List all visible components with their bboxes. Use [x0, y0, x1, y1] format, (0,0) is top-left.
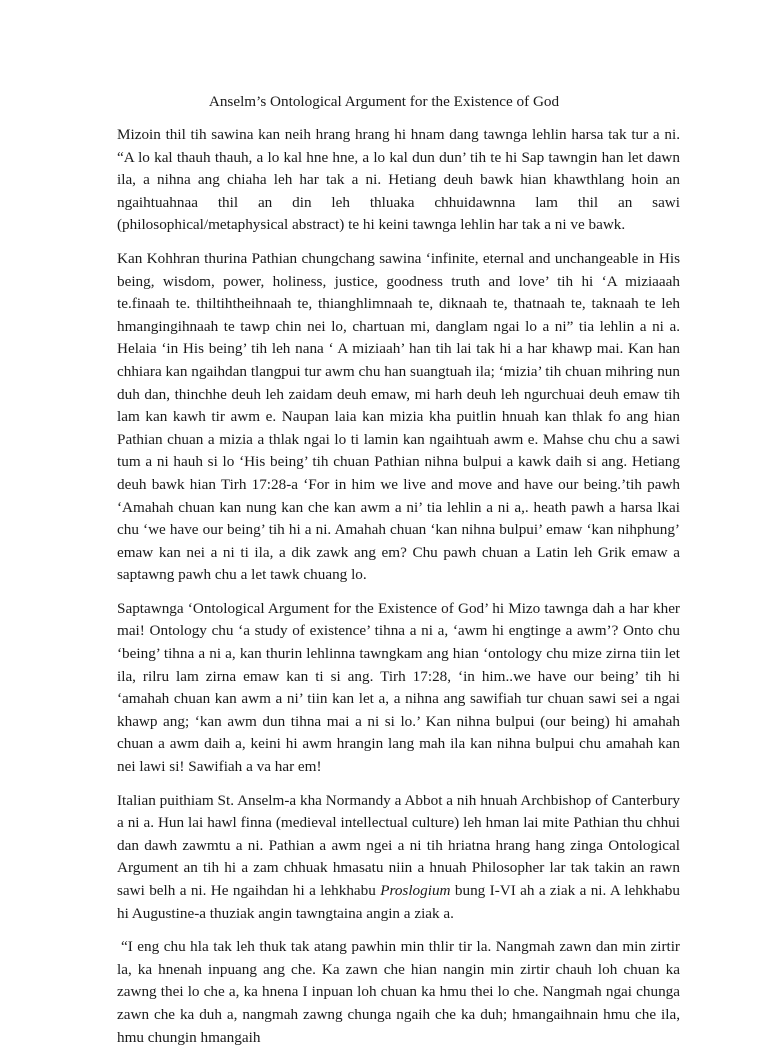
paragraph-4 — [117, 790, 680, 926]
paragraph-4-part-2: bung I-VI ah a ziak a ni. A lehkhabu hi Augustine-a thuziak angin tawngtaina angin a ziak a. — [117, 882, 680, 922]
paragraph-3: Saptawnga ‘Ontological Argument for the Existence of God’ hi Mizo tawnga dah a har kher mai! Ontology chu ‘a study of existence’ tihna a ni a, ‘awm hi engtinge a awm’? Onto chu ‘being’ tihna a ni a, kan thurin lehlinna tawngkam ang hian ‘ontology chu mize zirna tiin let ila, rilru lam zirna emaw kan ti si ang. Tirh 17:28, ‘in him..we have our being’ tih hi ‘amahah chuan kan awm a ni’ tiin kan let a, a nihna ang sawifiah tur chuan sawi sei a ngai khawp ang; ‘kan awm dun tihna mai a ni si lo.’ Kan nihna bulpui (our being) hi amahah chuan a awm daih a, keini hi awm hrangin lang mah ila kan nihna bulpui chu amahah kan nei lawi si! Sawifiah a va har em! — [117, 599, 680, 776]
document-body — [117, 124, 680, 1060]
paragraph-5: “I eng chu hla tak leh thuk tak atang pawhin min thlir tir la. Nangmah zawn dan min zirtir la, ka hnenah inpuang ang che. Ka zawn che hian nangin min zirtir chauh loh chuan ka zawng thei lo che a, ka hnena I inpuan loh chuan ka hmu thei lo che. Nangmah ngai chunga zawn che ka duh a, nangmah zawng chunga ngaih che ka duh; hmangaihnain hmu che ila, hmu chungin hmangaih — [117, 938, 680, 1046]
paragraph-1: Mizoin thil tih sawina kan neih hrang hrang hi hnam dang tawnga lehlin harsa tak tur a ni. “A lo kal thauh thauh, a lo kal hne hne, a lo kal dun dun’ tih te hi Sap tawngin han let dawn ila, a nihna ang chiaha leh har tak a ni. Hetiang deuh bawk hian khawthlang hoin an ngaihtuahnaa thil an din leh thluaka chhuidawnna lam thil an sawi (philosophical/metaphysical abstract) te hi keini tawnga lehlin har tak a ni ve bawk. — [117, 126, 680, 234]
paragraph-2: Kan Kohhran thurina Pathian chungchang sawina ‘infinite, eternal and unchangeable in His being, wisdom, power, holiness, justice, goodness truth and love’ tih hi ‘A miziaaah te.finaah te. thiltihtheihnaah te, thianghlimnaah te, diknaah te, thatnaah te, taknaah te leh hmangingihnaah te tawp chin nei lo, chartuan mi, danglam ngai lo a ni” tia lehlin a ni a. Helaia ‘in His being’ tih leh nana ‘ A miziaah’ han tih lai tak hi a har khawp mai. Kan han chhiara kan ngaihdan tlangpui tur awm chu han suangtuah ila; ‘mizia’ tih chuan mihring nun duh dan, thinchhe deuh leh zaidam deuh emaw, mi harh deuh leh ngurchuai deuh emaw tih lam kan kawh tir awm e. Naupan laia kan mizia kha puitlin hnuah kan thlak fo ang hian Pathian chuan a mizia a thlak ngai lo ti lamin kan ngaihtuah awm e. Mahse chu chu a sawi tum a ni hauh si lo ‘His being’ tih chuan Pathian nihna bulpui a kawk daih si ang. Hetiang deuh bawk hian Tirh 17:28-a ‘For in him we live and move and have our being.’tih pawh ‘Amahah chuan kan nung kan che kan awm a ni’ tia lehlin a ni a,. heath pawh a harsa lkai chu ‘we have our being’ tih hi a ni. Amahah chuan ‘kan nihna bulpui’ emaw ‘kan nihphung’ emaw kan nei a ni ti ila, a dik zawk ang em? Chu pawh chuan a Latin leh Grik emaw a saptawng pawh chu a let tawk chuang lo. — [117, 249, 680, 584]
document-title: Anselm’s Ontological Argument for the Existence of God — [208, 93, 560, 110]
paragraph-4-part-1: Italian puithiam St. Anselm-a kha Normandy a Abbot a nih hnuah Archbishop of Canterbury a ni a. Hun lai hawl finna (medieval intellectual culture) leh hman lai mite Pathian thu chhui dan dawh zawmtu a ni. Pathian a awm ngei a ni tih hriatna hrang hang zinga Ontological Argument an tih hi a zam chhuak hmasatu niin a hnuah Philosopher lar tak takin an rawn sawi belh a ni. He ngaihdan hi a lehkhabu — [117, 791, 680, 899]
book-title: Proslogium — [380, 882, 451, 899]
